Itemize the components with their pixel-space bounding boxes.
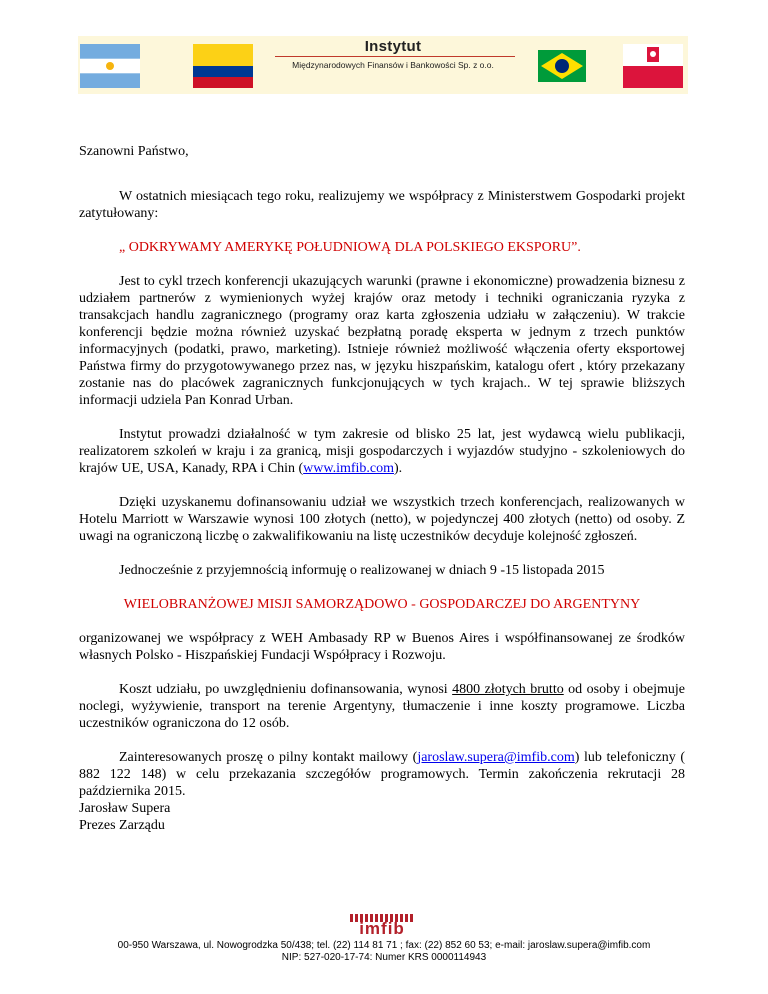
- contact-text-end: ) lub telefoniczny ( 882 122 148) w celu przekazania szczegółów programowych. Termin zakończenia rekrutacji 28 października 2015.: [79, 750, 685, 799]
- footer-contact: [40, 940, 728, 964]
- poland-flag: [623, 44, 683, 88]
- cost-paragraph: [79, 681, 685, 732]
- contact-text-start: Zainteresowanych proszę o pilny kontakt mailowy (: [119, 750, 418, 765]
- argentina-flag: [80, 44, 140, 88]
- signature-role: Prezes Zarządu: [79, 818, 165, 833]
- salutation: Szanowni Państwo,: [79, 144, 189, 159]
- email-link[interactable]: jaroslaw.supera@imfib.com: [417, 750, 575, 765]
- cost-amount: 4800 złotych brutto: [452, 682, 564, 697]
- brazil-flag: [538, 44, 586, 88]
- colombia-flag: [193, 44, 253, 88]
- mission-intro: Jednocześnie z przyjemnością informuję o realizowanej w dniach 9 -15 listopada 2015: [119, 563, 605, 578]
- footer-address: 00-950 Warszawa, ul. Nowogrodzka 50/438; tel. (22) 114 81 71 ; fax: (22) 852 60 53; e-mail: jaroslaw.supera@imfib.com: [117, 940, 651, 951]
- institute-text-end: ).: [394, 461, 403, 476]
- footer-registry: NIP: 527-020-17-74: Numer KRS 0000114943: [281, 952, 487, 963]
- mission-organization-paragraph: organizowanej we współpracy z WEH Ambasady RP w Buenos Aires i współfinansowanej ze środków własnych Polsko - Hiszpańskiej Fundacji Współpracy i Rozwoju.: [79, 631, 685, 663]
- imfib-logo: [344, 914, 420, 936]
- mission-title: WIELOBRANŻOWEJ MISJI SAMORZĄDOWO - GOSPODARCZEJ DO ARGENTYNY: [123, 597, 641, 612]
- institute-text-start: Instytut prowadzi działalność w tym zakresie od blisko 25 lat, jest wydawcą wielu publikacji, realizatorem szkoleń w kraju i za granicą, misji gospodarczych i wyjazdów studyjno - szkoleniowych do krajów UE, USA, Kanady, RPA i Chin (: [79, 427, 685, 476]
- cost-text-start: Koszt udziału, po uwzględnieniu dofinansowania, wynosi: [119, 682, 453, 697]
- website-link[interactable]: www.imfib.com: [303, 461, 394, 476]
- contact-paragraph: [79, 749, 685, 800]
- logo-text: imfib: [359, 919, 405, 938]
- funding-paragraph: Dzięki uzyskanemu dofinansowaniu udział we wszystkich trzech konferencjach, realizowanych w Hotelu Marriott w Warszawie wynosi 100 złotych (netto), w pojedynczej 400 złotych (netto) od osoby. Z uwagi na ograniczoną liczbę o zakwalifikowaniu na listę uczestników decyduje kolejność zgłoszeń.: [79, 495, 685, 544]
- project-title: „ ODKRYWAMY AMERYKĘ POŁUDNIOWĄ DLA POLSKIEGO EKSPORU”.: [119, 240, 581, 255]
- institute-name: Instytut: [364, 38, 422, 55]
- letterhead: [78, 36, 688, 94]
- institute-subtitle: Międzynarodowych Finansów i Bankowości Sp. z o.o.: [292, 60, 494, 70]
- letter-body: [79, 143, 685, 834]
- cost-text-end: od osoby i obejmuje noclegi, wyżywienie, transport na terenie Argentyny, tłumaczenie i inne koszty programowe. Liczba uczestników ograniczona do 12 osób.: [79, 682, 685, 731]
- intro-paragraph: W ostatnich miesiącach tego roku, realizujemy we współpracy z Ministerstwem Gospodarki projekt zatytułowany:: [79, 189, 685, 221]
- institute-paragraph: [79, 426, 685, 477]
- conferences-paragraph: Jest to cykl trzech konferencji ukazujących warunki (prawne i ekonomiczne) prowadzenia biznesu z udziałem partnerów z wymienionych wyżej krajów oraz metody i techniki ograniczania ryzyka z transakcjach handlu zagranicznego (programy oraz karta zgłoszenia udziału w załączeniu). W trakcie konferencji będzie można również uzyskać bezpłatną poradę eksperta w jednym z trzech punktów informacyjnych (podatki, prawo, marketing). Istnieje również możliwość włączenia oferty eksportowej Państwa firmy do przygotowywanego przez nas, w języku hiszpańskim, katalogu ofert , który przekazany zostanie nas do placówek zagranicznych funkcjonujących w tych krajach.. W tej sprawie bliższych informacji udziela Pan Konrad Urban.: [79, 274, 685, 408]
- header-divider: [275, 56, 515, 57]
- signature-name: Jarosław Supera: [79, 801, 171, 816]
